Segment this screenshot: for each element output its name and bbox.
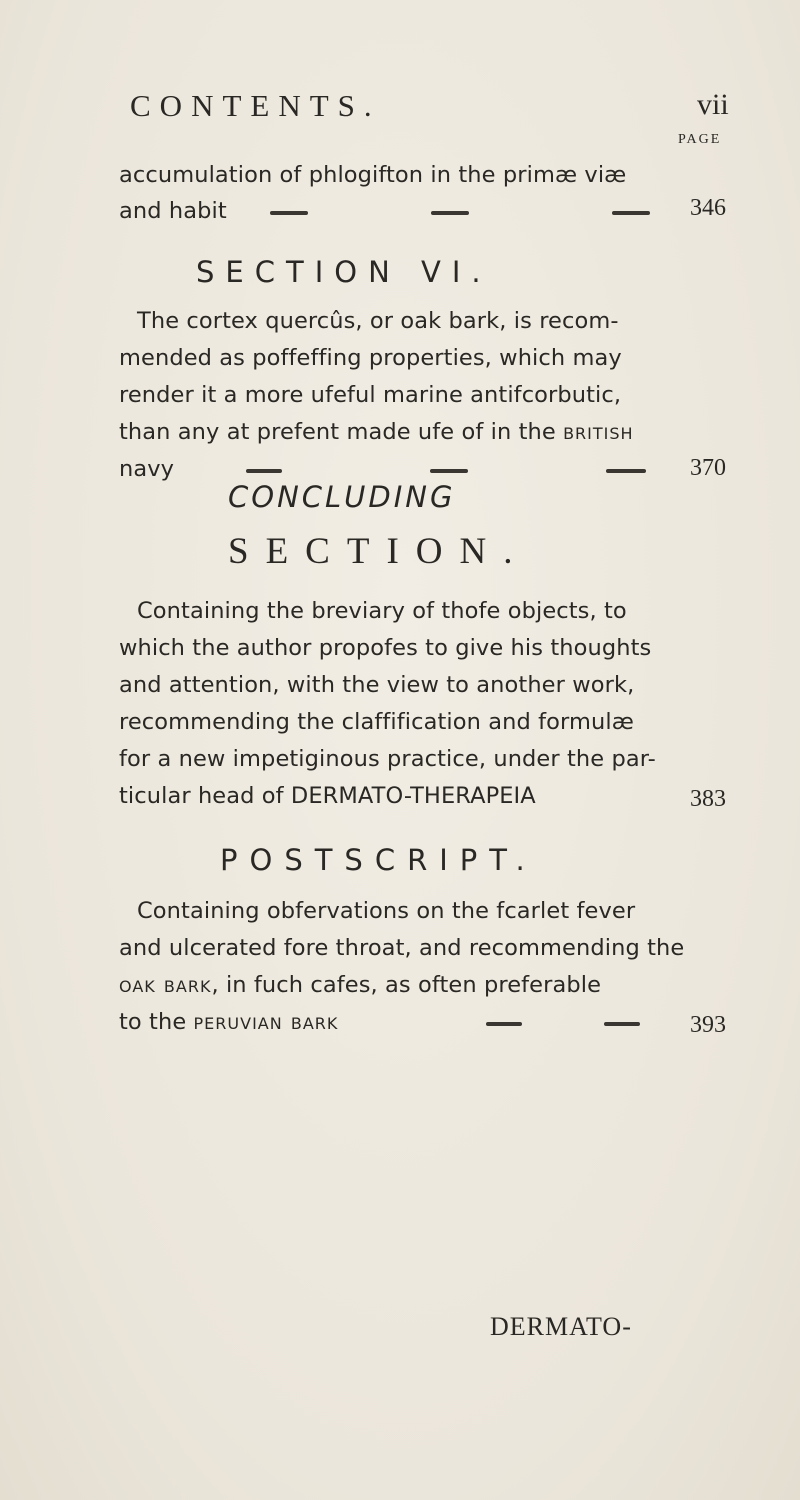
section-vi-line-3: render it a more ufeful marine antifcorbutic, — [119, 382, 622, 408]
peruvian-bark-small-caps: peruvian bark — [193, 1009, 339, 1035]
section-vi-line-2: mended as poffeffing properties, which may — [119, 345, 622, 371]
running-head-title: CONTENTS. — [130, 88, 381, 123]
section-vi-line-1: The cortex quercûs, or oak bark, is recom- — [137, 308, 619, 334]
postscript-page-number: 393 — [690, 1012, 726, 1038]
leader-dash — [606, 469, 646, 473]
section-vi-line-5: navy — [119, 456, 175, 482]
leader-dash — [604, 1022, 640, 1026]
leader-dash — [246, 469, 282, 473]
section-vi-page-number: 370 — [690, 455, 726, 481]
concluding-heading-italic: CONCLUDING — [228, 480, 456, 514]
section-vi-heading: SECTION VI. — [196, 255, 492, 289]
leader-dash — [270, 211, 308, 215]
concluding-line-4: recommending the claffification and formulæ — [119, 709, 634, 735]
entry-prev-line-2: and habit — [119, 198, 227, 224]
postscript-line-3: oak bark, in fuch cafes, as often preferable — [119, 972, 602, 998]
leader-dash — [486, 1022, 522, 1026]
leader-dash — [612, 211, 650, 215]
section-vi-line-4: than any at prefent made ufe of in the british — [119, 419, 634, 445]
leader-dash — [431, 211, 469, 215]
page-column-label: PAGE — [678, 132, 722, 147]
concluding-heading-section: SECTION. — [228, 531, 530, 572]
concluding-line-2: which the author propofes to give his thoughts — [119, 635, 652, 661]
entry-prev-page-number: 346 — [690, 195, 726, 221]
postscript-line-2: and ulcerated fore throat, and recommending the — [119, 935, 685, 961]
concluding-line-5: for a new impetiginous practice, under the par- — [119, 746, 656, 772]
leader-dash — [430, 469, 468, 473]
concluding-line-3: and attention, with the view to another work, — [119, 672, 635, 698]
concluding-line-1: Containing the breviary of thofe objects, to — [137, 598, 627, 624]
entry-prev-line-1: accumulation of phlogifton in the primæ viæ — [119, 162, 627, 188]
postscript-heading: POSTSCRIPT. — [220, 843, 537, 877]
concluding-line-6: ticular head of DERMATO-THERAPEIA — [119, 783, 536, 809]
roman-page-number: vii — [697, 88, 729, 121]
catchword: DERMATO- — [490, 1312, 632, 1341]
concluding-page-number: 383 — [690, 786, 726, 812]
oak-bark-small-caps: oak bark — [119, 972, 212, 998]
postscript-line-1: Containing obfervations on the fcarlet fever — [137, 898, 636, 924]
british-small-caps: british — [563, 419, 634, 445]
postscript-line-4: to the peruvian bark — [119, 1009, 339, 1035]
